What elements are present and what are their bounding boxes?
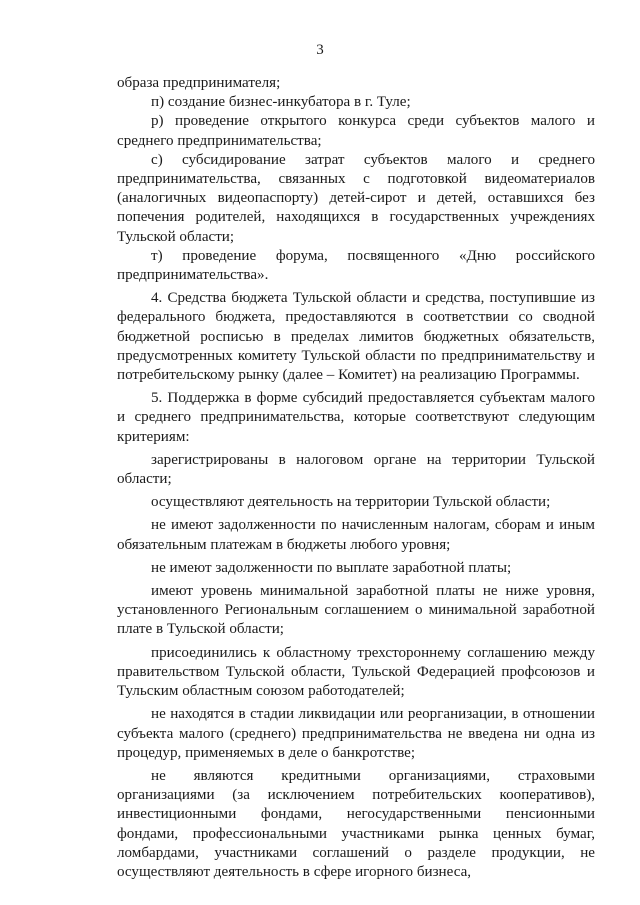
- list-item-p: п) создание бизнес-инкубатора в г. Туле;: [151, 94, 411, 111]
- criterion-activity: осуществляют деятельность на территории Тульской области;: [151, 494, 551, 511]
- paragraph-continuation: образа предпринимателя;: [117, 75, 281, 91]
- list-item-r: р) проведение открытого конкурса среди субъектов малого и среднего предпринимательства;: [117, 113, 595, 149]
- list-item-s: с) субсидирование затрат субъектов малого и среднего предпринимательства, связанных с подготовкой видеоматериалов (аналогичных видеопаспорту) детей-сирот и детей, оставшихся без попечения родителей, находящихся в государственных учреждениях Тульской области;: [117, 151, 595, 245]
- criterion-min-wage: имеют уровень минимальной заработной платы не ниже уровня, установленного Региональным соглашением о минимальной заработной плате в Тульской области;: [117, 583, 595, 638]
- criterion-no-wage-debt: не имеют задолженности по выплате заработной платы;: [151, 559, 512, 576]
- criterion-no-tax-debt: не имеют задолженности по начисленным налогам, сборам и иным обязательным платежам в бюджеты любого уровня;: [117, 517, 595, 553]
- criterion-not-financial-org: не являются кредитными организациями, страховыми организациями (за исключением потребительских кооперативов), инвестиционными фондами, негосударственными пенсионными фондами, профессиональными участниками рынка ценных бумаг, ломбардами, участниками соглашений о разделе продукции, не осуществляют деятельность в сфере игорного бизнеса,: [117, 767, 595, 880]
- criterion-registered: зарегистрированы в налоговом органе на территории Тульской области;: [117, 451, 595, 488]
- document-body: [117, 74, 595, 882]
- criterion-tripartite-agreement: присоединились к областному трехстороннему соглашению между правительством Тульской области, Тульской Федерацией профсоюзов и Тульским областным союзом работодателей;: [117, 644, 595, 700]
- clause-4: 4. Средства бюджета Тульской области и средства, поступившие из федерального бюджета, предоставляются в соответствии со сводной бюджетной росписью в пределах лимитов бюджетных обязательств, предусмотренных комитету Тульской области по предпринимательству и потребительскому рынку (далее – Комитет) на реализацию Программы.: [117, 290, 595, 384]
- page-number: 3: [316, 42, 324, 58]
- criterion-not-liquidated: не находятся в стадии ликвидации или реорганизации, в отношении субъекта малого (среднего) предпринимательства не введена ни одна из процедур, применяемых в деле о банкротстве;: [117, 706, 595, 761]
- list-item-t: т) проведение форума, посвященного «Дню российского предпринимательства».: [117, 247, 595, 284]
- clause-5: 5. Поддержка в форме субсидий предоставляется субъектам малого и среднего предпринимательства, которые соответствуют следующим критериям:: [117, 390, 595, 445]
